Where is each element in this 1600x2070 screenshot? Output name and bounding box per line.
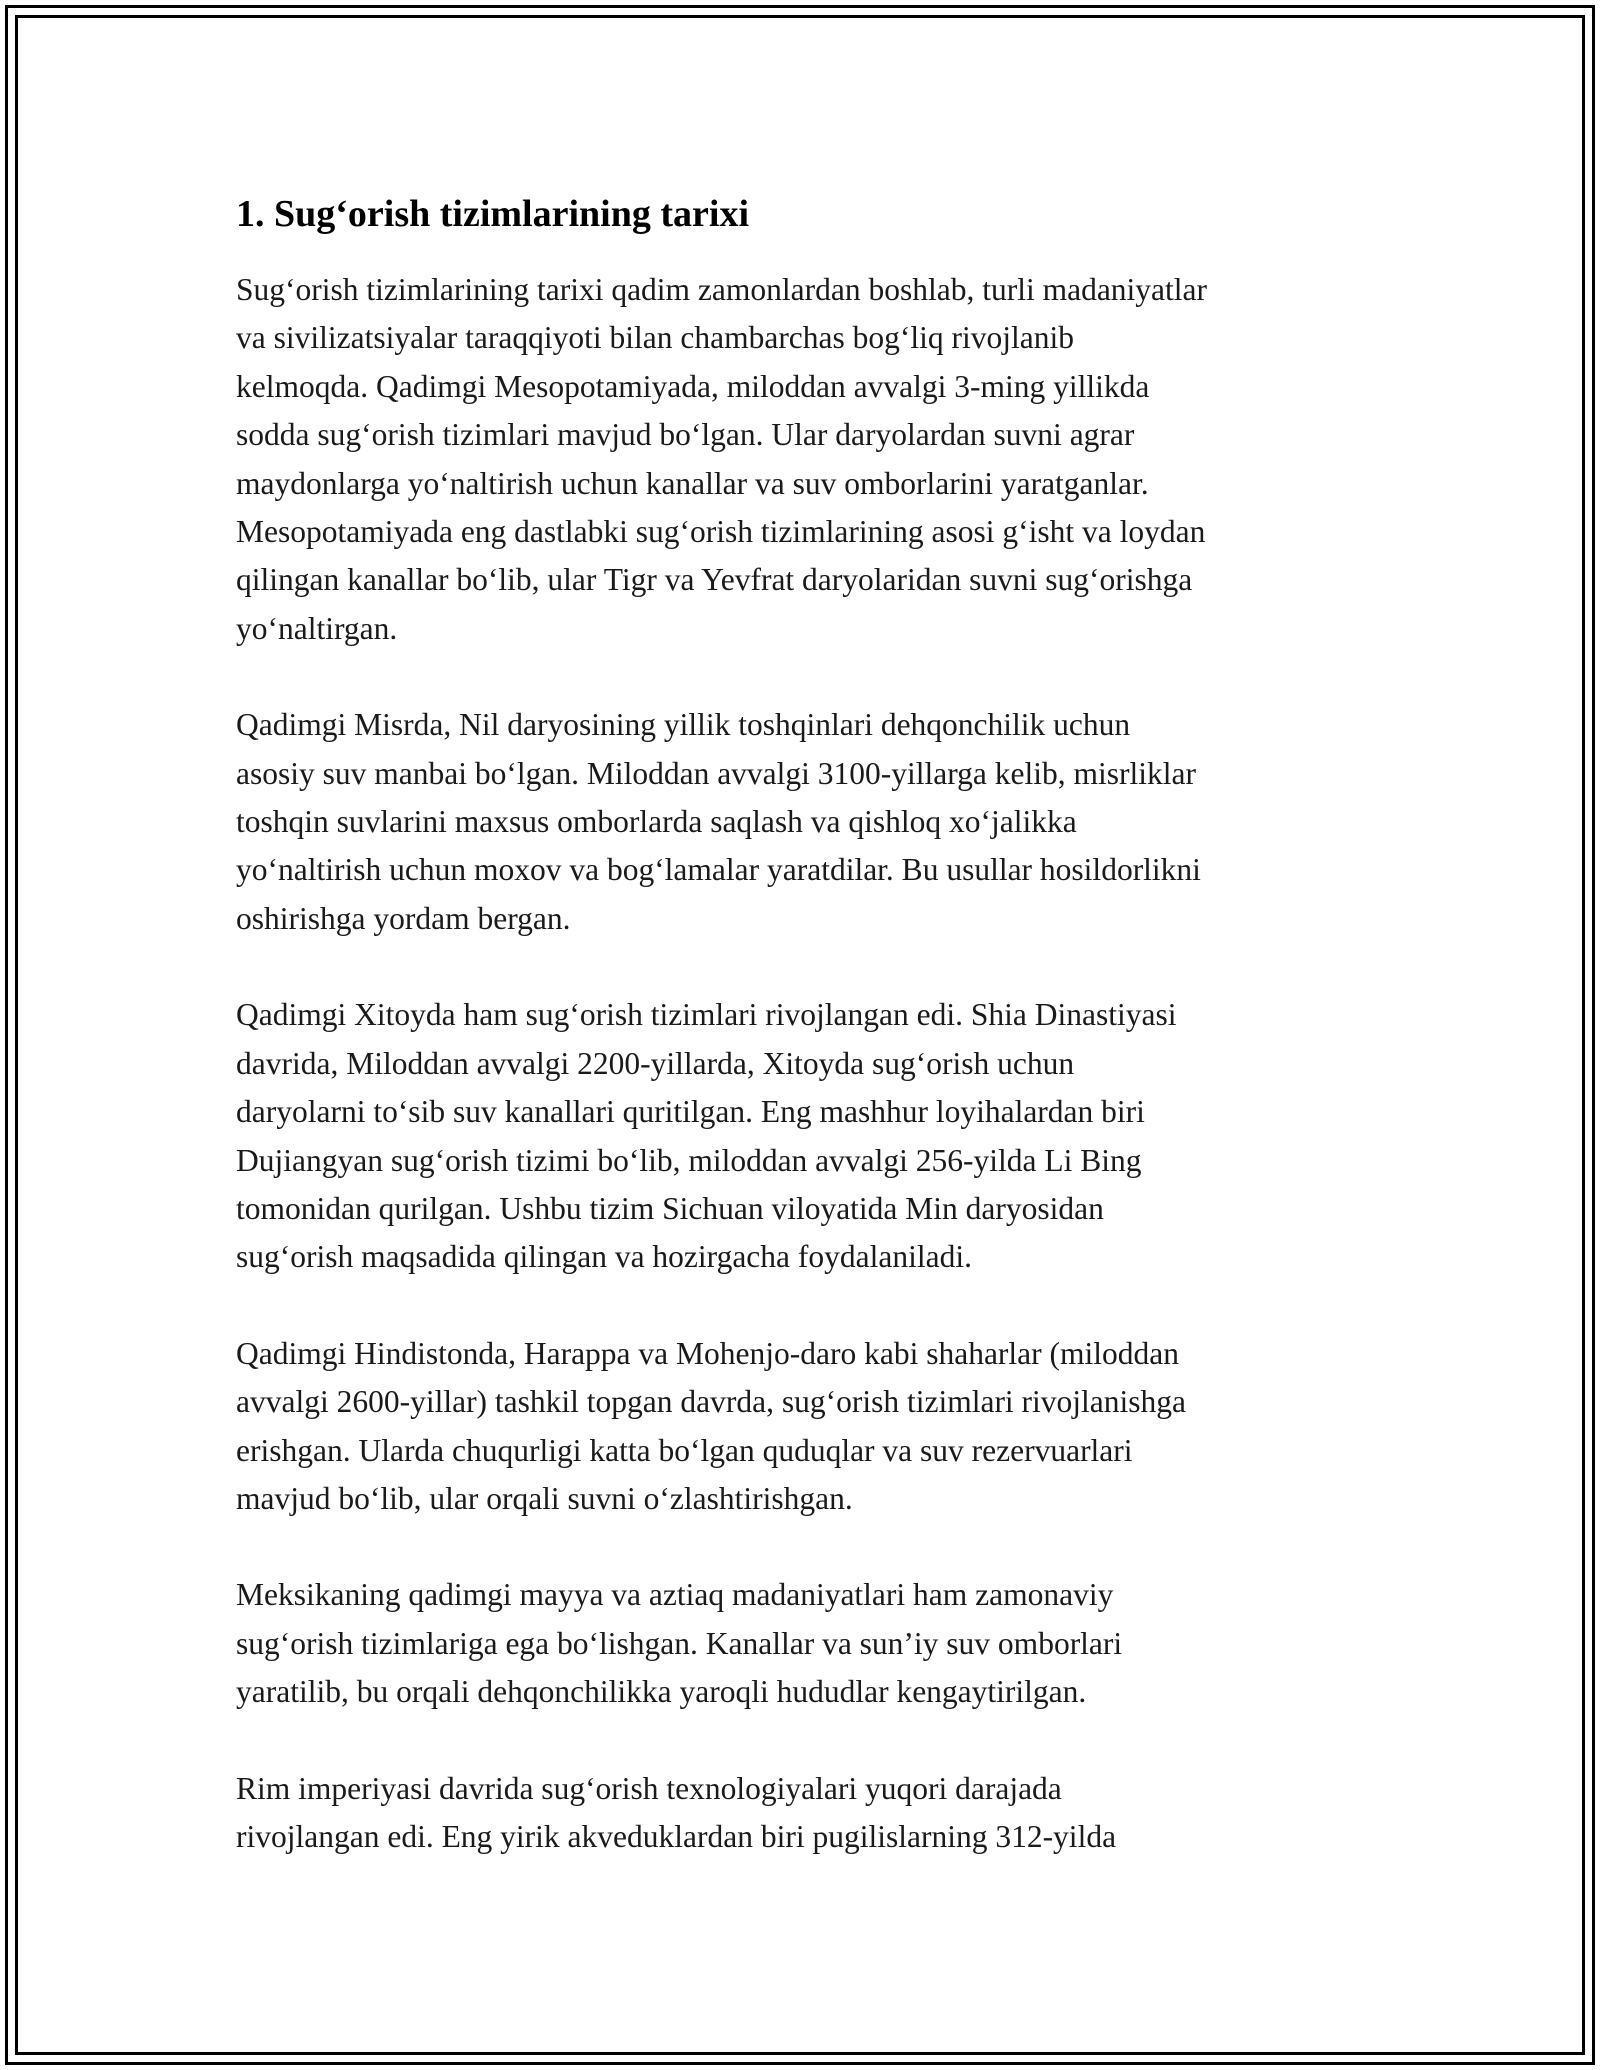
text-line: mavjud bo‘lib, ular orqali suvni o‘zlashtirishgan. <box>236 1480 853 1516</box>
text-line: Dujiangyan sug‘orish tizimi bo‘lib, miloddan avvalgi 256-yilda Li Bing <box>236 1142 1142 1178</box>
text-line: maydonlarga yo‘naltirish uchun kanallar va suv omborlarini yaratganlar. <box>236 465 1149 501</box>
text-line: yo‘naltirish uchun moxov va bog‘lamalar yaratdilar. Bu usullar hosildorlikni <box>236 852 1201 888</box>
text-line: Qadimgi Xitoyda ham sug‘orish tizimlari rivojlangan edi. Shia Dinastiyasi <box>236 997 1177 1033</box>
paragraph-china <box>236 991 1386 1281</box>
text-line: yaratilib, bu orqali dehqonchilikka yaroqli hududlar kengaytirilgan. <box>236 1674 1087 1710</box>
text-line: Qadimgi Misrda, Nil daryosining yillik toshqinlari dehqonchilik uchun <box>236 707 1131 743</box>
text-line: sug‘orish tizimlariga ega bo‘lishgan. Kanallar va sun’iy suv omborlari <box>236 1625 1123 1661</box>
text-line: daryolarni to‘sib suv kanallari quritilgan. Eng mashhur loyihalardan biri <box>236 1094 1145 1130</box>
paragraph-rome <box>236 1765 1386 1862</box>
text-line: yo‘naltirgan. <box>236 610 398 646</box>
text-line: sug‘orish maqsadida qilingan va hozirgacha foydalaniladi. <box>236 1239 972 1275</box>
text-line: va sivilizatsiyalar taraqqiyoti bilan chambarchas bog‘liq rivojlanib <box>236 320 1074 356</box>
text-line: asosiy suv manbai bo‘lgan. Miloddan avvalgi 3100-yillarga kelib, misrliklar <box>236 755 1196 791</box>
paragraph-mesopotamia <box>236 266 1386 653</box>
text-line: sodda sug‘orish tizimlari mavjud bo‘lgan. Ular daryolardan suvni agrar <box>236 417 1135 453</box>
text-line: Qadimgi Hindistonda, Harappa va Mohenjo-daro kabi shaharlar (miloddan <box>236 1335 1179 1371</box>
text-line: qilingan kanallar bo‘lib, ular Tigr va Yevfrat daryolaridan suvni sug‘orishga <box>236 562 1193 598</box>
text-line: tomonidan qurilgan. Ushbu tizim Sichuan viloyatida Min daryosidan <box>236 1190 1104 1226</box>
text-line: Rim imperiyasi davrida sug‘orish texnologiyalari yuqori darajada <box>236 1770 1062 1806</box>
paragraph-mexico <box>236 1571 1386 1716</box>
text-line: avvalgi 2600-yillar) tashkil topgan davrda, sug‘orish tizimlari rivojlanishga <box>236 1384 1187 1420</box>
paragraph-india <box>236 1330 1386 1524</box>
section-heading: 1. Sug‘orish tizimlarining tarixi <box>236 193 749 235</box>
paragraph-egypt <box>236 701 1386 943</box>
text-line: oshirishga yordam bergan. <box>236 900 571 936</box>
text-line: kelmoqda. Qadimgi Mesopotamiyada, miloddan avvalgi 3-ming yillikda <box>236 368 1150 404</box>
text-line: Sug‘orish tizimlarining tarixi qadim zamonlardan boshlab, turli madaniyatlar <box>236 272 1208 307</box>
text-line: rivojlangan edi. Eng yirik akveduklardan biri pugilislarning 312-yilda <box>236 1818 1117 1854</box>
text-line: toshqin suvlarini maxsus omborlarda saqlash va qishloq xo‘jalikka <box>236 804 1077 840</box>
text-line: Meksikaning qadimgi mayya va aztiaq madaniyatlari ham zamonaviy <box>236 1577 1114 1613</box>
text-line: davrida, Miloddan avvalgi 2200-yillarda, Xitoyda sug‘orish uchun <box>236 1045 1075 1081</box>
text-line: Mesopotamiyada eng dastlabki sug‘orish tizimlarining asosi g‘isht va loydan <box>236 514 1206 550</box>
document-body <box>236 190 1386 1909</box>
text-line: erishgan. Ularda chuqurligi katta bo‘lgan quduqlar va suv rezervuarlari <box>236 1432 1133 1468</box>
